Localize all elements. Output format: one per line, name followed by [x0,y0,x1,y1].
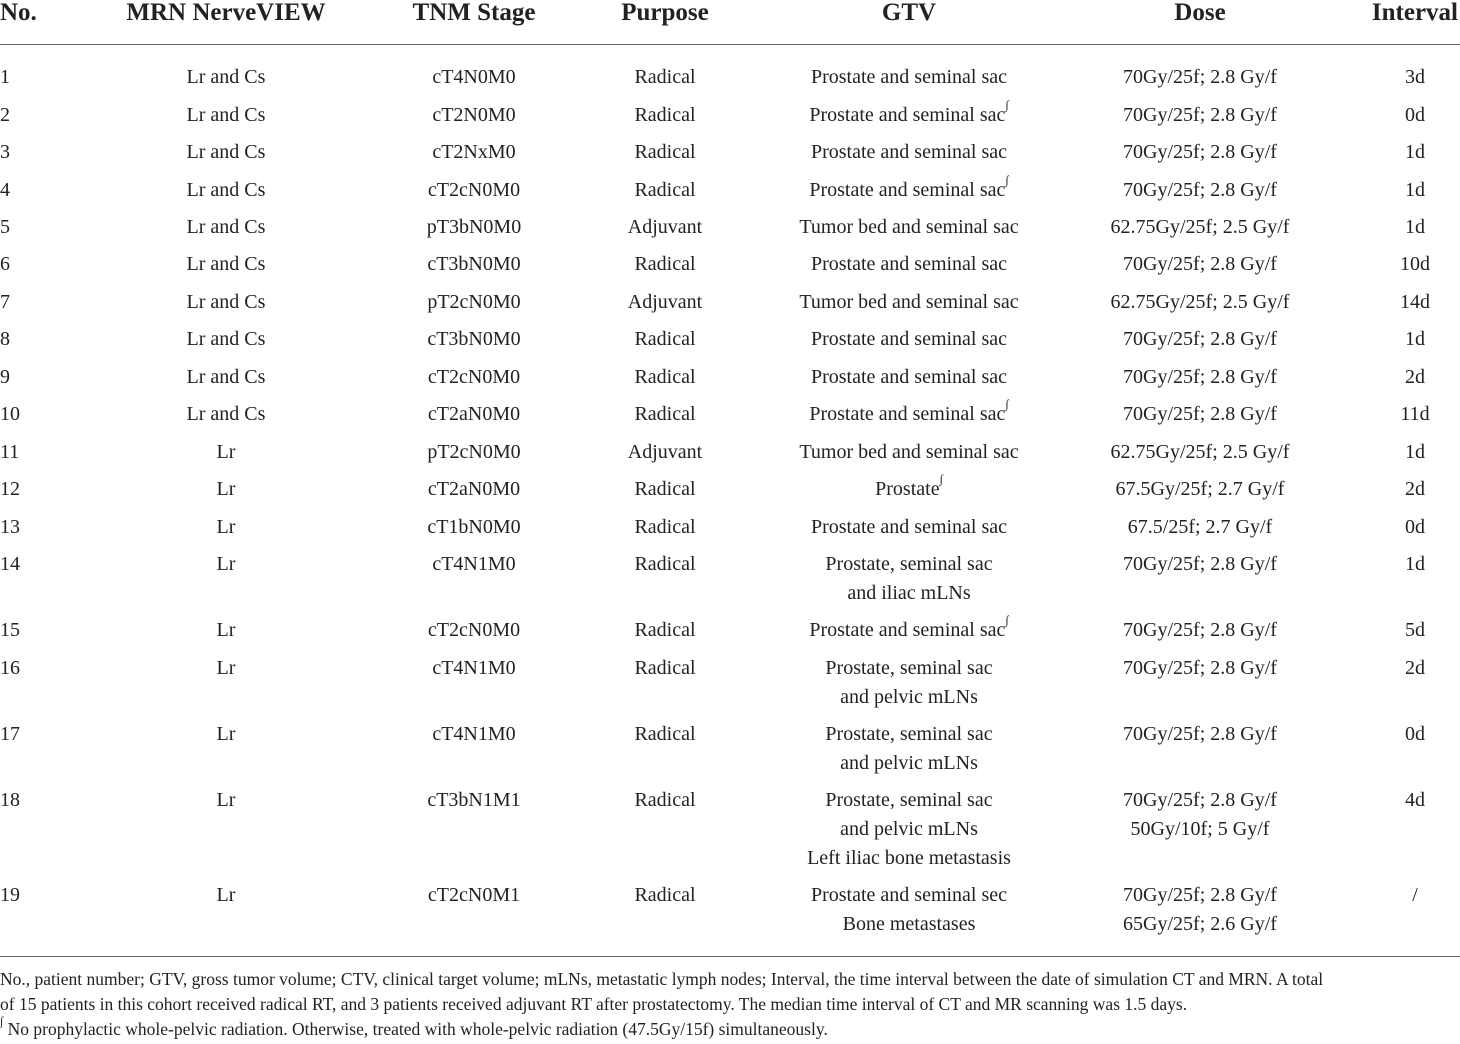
cell-gtv-line [809,173,1009,205]
cell-no: 11 [0,441,20,463]
cell-mrn: Lr [216,723,236,745]
cell-dose-line: 62.75Gy/25f; 2.5 Gy/f [1110,216,1290,238]
gtv-text: Prostate and seminal sac [809,403,1006,425]
cell-dose-line: 70Gy/25f; 2.8 Gy/f [1123,403,1277,425]
cell-gtv-line [809,98,1009,130]
cell-purpose: Radical [634,403,696,425]
header-interval: Interval [1371,0,1458,26]
cell-mrn: Lr and Cs [186,216,266,238]
cell-gtv [875,472,943,504]
cell-purpose: Radical [634,789,696,811]
gtv-text: Prostate and seminal sac [809,619,1006,641]
cell-mrn: Lr [216,657,236,679]
cell-interval: 0d [1405,104,1425,126]
cell-gtv-line: Prostate, seminal sac [825,789,993,811]
cell-mrn: Lr and Cs [186,104,266,126]
cell-tnm: pT2cN0M0 [427,441,521,463]
cell-gtv-line [809,613,1009,645]
cell-dose [1123,325,1277,354]
cell-tnm: cT2cN0M1 [427,884,521,906]
cell-dose-line: 70Gy/25f; 2.8 Gy/f [1123,619,1277,641]
cell-purpose: Radical [634,478,696,500]
cell-dose-line: 70Gy/25f; 2.8 Gy/f [1123,328,1277,350]
cell-tnm: cT3bN0M0 [427,253,521,275]
cell-tnm: cT2NxM0 [432,141,516,163]
cell-tnm: cT4N0M0 [432,66,516,88]
cell-dose-line: 62.75Gy/25f; 2.5 Gy/f [1110,291,1290,313]
cell-gtv-line: Prostate, seminal sac [825,553,993,575]
cell-dose-line: 70Gy/25f; 2.8 Gy/f [1123,179,1277,201]
cell-dose [1123,400,1277,429]
cell-purpose: Adjuvant [627,216,703,238]
cell-dose-line: 67.5Gy/25f; 2.7 Gy/f [1115,478,1285,500]
cell-interval: 2d [1405,478,1425,500]
cell-interval: 10d [1400,253,1430,275]
cell-gtv [799,438,1018,467]
cell-no: 9 [0,366,10,388]
cell-no: 19 [0,884,20,906]
cell-dose [1123,786,1277,844]
cell-dose-line: 62.75Gy/25f; 2.5 Gy/f [1110,441,1290,463]
cell-gtv [811,250,1007,279]
cell-dose [1111,213,1290,242]
header-gtv: GTV [881,0,937,26]
gtv-text: Prostate and seminal sac [809,104,1006,126]
cell-dose-line: 70Gy/25f; 2.8 Gy/f [1123,723,1277,745]
cell-gtv-line [875,472,943,504]
cell-tnm: pT2cN0M0 [427,291,521,313]
cell-no: 6 [0,253,10,275]
cell-dose-line: 70Gy/25f; 2.8 Gy/f [1123,366,1277,388]
cell-dose-line: 70Gy/25f; 2.8 Gy/f [1123,253,1277,275]
cell-gtv [811,63,1007,92]
cell-gtv [809,397,1009,429]
cell-gtv-line: Prostate and seminal sac [810,66,1008,88]
cell-dose [1123,616,1277,645]
cell-gtv [811,513,1007,542]
cell-no: 16 [0,657,20,679]
table-header [0,0,1460,44]
cell-no: 5 [0,216,10,238]
cell-mrn: Lr [216,553,236,575]
cell-interval: 4d [1405,789,1425,811]
cell-dose-line: 70Gy/25f; 2.8 Gy/f [1123,104,1277,126]
cell-dose-line: 65Gy/25f; 2.6 Gy/f [1123,913,1277,935]
cell-gtv-line [809,397,1009,429]
cell-dose [1116,475,1285,504]
cell-no: 15 [0,619,20,641]
footnote-mark: ∫ [1005,98,1009,112]
header-tnm-stage: TNM Stage [412,0,536,26]
cell-mrn: Lr and Cs [186,66,266,88]
cell-gtv [811,325,1007,354]
header-purpose: Purpose [621,0,709,26]
header-no: No. [0,0,37,26]
cell-dose-line: 70Gy/25f; 2.8 Gy/f [1123,141,1277,163]
cell-dose-line: 67.5/25f; 2.7 Gy/f [1127,516,1273,538]
cell-dose [1128,513,1272,542]
cell-tnm: cT2aN0M0 [427,478,521,500]
cell-dose [1123,176,1277,205]
cell-interval: 0d [1405,516,1425,538]
gtv-text: Prostate and seminal sac [809,179,1006,201]
cell-gtv [811,881,1007,939]
cell-tnm: pT3bN0M0 [426,216,522,238]
cell-gtv-line: Prostate and seminal sac [810,253,1008,275]
cell-dose-line: 70Gy/25f; 2.8 Gy/f [1123,657,1277,679]
bottom-rule [0,956,1460,957]
footnote-line-3 [0,1014,1460,1042]
cell-tnm: cT2cN0M0 [427,366,521,388]
cell-mrn: Lr [216,884,236,906]
cell-mrn: Lr [216,516,236,538]
cell-purpose: Radical [634,723,696,745]
cell-gtv-line: Prostate, seminal sac [825,657,993,679]
cell-dose-line: 50Gy/10f; 5 Gy/f [1130,818,1270,840]
cell-gtv [825,550,992,608]
cell-purpose: Radical [634,553,696,575]
cell-gtv-line: and pelvic mLNs [840,818,978,840]
cell-gtv-line: Left iliac bone metastasis [807,847,1011,869]
cell-gtv-line: Tumor bed and seminal sac [799,291,1019,313]
cell-purpose: Radical [634,657,696,679]
cell-dose-line: 70Gy/25f; 2.8 Gy/f [1123,66,1277,88]
cell-gtv [825,654,992,712]
cell-no: 2 [0,104,10,126]
cell-no: 8 [0,328,10,350]
footnote-mark: ∫ [1005,397,1009,411]
cell-gtv-line: and pelvic mLNs [840,686,978,708]
cell-dose [1123,550,1277,579]
cell-dose [1123,138,1277,167]
cell-purpose: Radical [634,141,696,163]
cell-dose [1111,288,1290,317]
cell-purpose: Radical [634,884,696,906]
cell-no: 4 [0,179,10,201]
cell-dose [1123,654,1277,683]
gtv-text: Prostate [875,478,940,500]
cell-mrn: Lr [216,441,236,463]
cell-purpose: Radical [634,328,696,350]
cell-interval: 2d [1405,657,1425,679]
cell-purpose: Radical [634,516,696,538]
cell-interval: 11d [1400,403,1430,425]
header-mrn-nerveview: MRN NerveVIEW [126,0,326,26]
header-rule [0,44,1460,45]
cell-mrn: Lr and Cs [186,179,266,201]
cell-gtv [799,213,1018,242]
cell-tnm: cT2cN0M0 [427,619,521,641]
cell-mrn: Lr and Cs [186,403,266,425]
cell-dose [1111,438,1290,467]
header-dose: Dose [1174,0,1226,26]
cell-interval: 1d [1405,179,1425,201]
cell-tnm: cT2N0M0 [432,104,516,126]
cell-gtv-line: Prostate and seminal sec [810,884,1008,906]
cell-dose [1123,63,1277,92]
cell-purpose: Radical [634,366,696,388]
cell-interval: 1d [1405,328,1425,350]
cell-purpose: Radical [634,66,696,88]
cell-interval: 5d [1405,619,1425,641]
cell-interval: 1d [1405,141,1425,163]
cell-no: 14 [0,553,20,575]
cell-gtv [809,98,1009,130]
cell-mrn: Lr and Cs [186,328,266,350]
footnote-mark: ∫ [1005,613,1009,627]
cell-dose-line: 70Gy/25f; 2.8 Gy/f [1123,789,1277,811]
cell-gtv-line: Tumor bed and seminal sac [799,216,1019,238]
cell-mrn: Lr and Cs [186,366,266,388]
cell-interval: 1d [1405,216,1425,238]
cell-interval: 2d [1405,366,1425,388]
cell-purpose: Radical [634,104,696,126]
cell-gtv-line: Prostate and seminal sac [810,328,1008,350]
table-footnotes [0,967,1460,1042]
cell-no: 12 [0,478,20,500]
cell-dose [1123,101,1277,130]
cell-dose-line: 70Gy/25f; 2.8 Gy/f [1123,884,1277,906]
cell-tnm: cT2aN0M0 [427,403,521,425]
cell-no: 1 [0,66,10,88]
cell-gtv-line: Prostate and seminal sac [810,516,1008,538]
cell-gtv [811,138,1007,167]
cell-gtv [807,786,1011,873]
cell-gtv-line: and iliac mLNs [847,582,971,604]
cell-interval: 14d [1400,291,1430,313]
cell-no: 17 [0,723,20,745]
footnote-line-2: of 15 patients in this cohort received radical RT, and 3 patients received adjuvant RT after prostatectomy. The median time interval of CT and MR scanning was 1.5 days. [0,994,1188,1014]
cell-no: 7 [0,291,10,313]
cell-gtv [799,288,1018,317]
cell-mrn: Lr and Cs [186,141,266,163]
footnote-mark: ∫ [1005,173,1009,187]
cell-tnm: cT1bN0M0 [427,516,521,538]
cell-interval: 3d [1405,66,1425,88]
cell-interval: / [1412,884,1418,906]
cell-purpose: Adjuvant [627,291,703,313]
footnote-mark: ∫ [939,472,943,486]
cell-no: 3 [0,141,10,163]
cell-gtv [811,363,1007,392]
cell-gtv-line: Tumor bed and seminal sac [799,441,1019,463]
cell-interval: 1d [1405,553,1425,575]
cell-gtv-line: Bone metastases [842,913,976,935]
cell-gtv-line: and pelvic mLNs [840,752,978,774]
cell-mrn: Lr [216,619,236,641]
cell-gtv-line: Prostate and seminal sac [810,366,1008,388]
cell-tnm: cT4N1M0 [432,657,516,679]
footnote-line-1: No., patient number; GTV, gross tumor volume; CTV, clinical target volume; mLNs, metastatic lymph nodes; Interval, the time interval between the date of simulation CT and MRN. A total [0,969,1324,989]
cell-no: 18 [0,789,20,811]
cell-gtv [809,173,1009,205]
cell-purpose: Radical [634,619,696,641]
cell-purpose: Radical [634,253,696,275]
cell-gtv [825,720,992,778]
cell-tnm: cT4N1M0 [432,723,516,745]
cell-dose [1123,363,1277,392]
cell-interval: 0d [1405,723,1425,745]
cell-mrn: Lr [216,478,236,500]
cell-mrn: Lr and Cs [186,291,266,313]
cell-tnm: cT3bN0M0 [427,328,521,350]
cell-dose-line: 70Gy/25f; 2.8 Gy/f [1123,553,1277,575]
cell-purpose: Adjuvant [627,441,703,463]
cell-tnm: cT2cN0M0 [427,179,521,201]
footnote-mark: ∫ [0,1014,4,1028]
cell-no: 10 [0,403,20,425]
cell-dose [1123,720,1277,749]
cell-tnm: cT4N1M0 [432,553,516,575]
footnote-text: No prophylactic whole-pelvic radiation. Otherwise, treated with whole-pelvic radiation (47.5Gy/15f) simultaneously. [3,1019,828,1039]
cell-dose [1123,881,1277,939]
cell-no: 13 [0,516,20,538]
cell-tnm: cT3bN1M1 [427,789,521,811]
cell-gtv-line: Prostate and seminal sac [810,141,1008,163]
cell-mrn: Lr and Cs [186,253,266,275]
cell-purpose: Radical [634,179,696,201]
cell-gtv [809,613,1009,645]
cell-interval: 1d [1405,441,1425,463]
cell-mrn: Lr [216,789,236,811]
cell-gtv-line: Prostate, seminal sac [825,723,993,745]
cell-dose [1123,250,1277,279]
